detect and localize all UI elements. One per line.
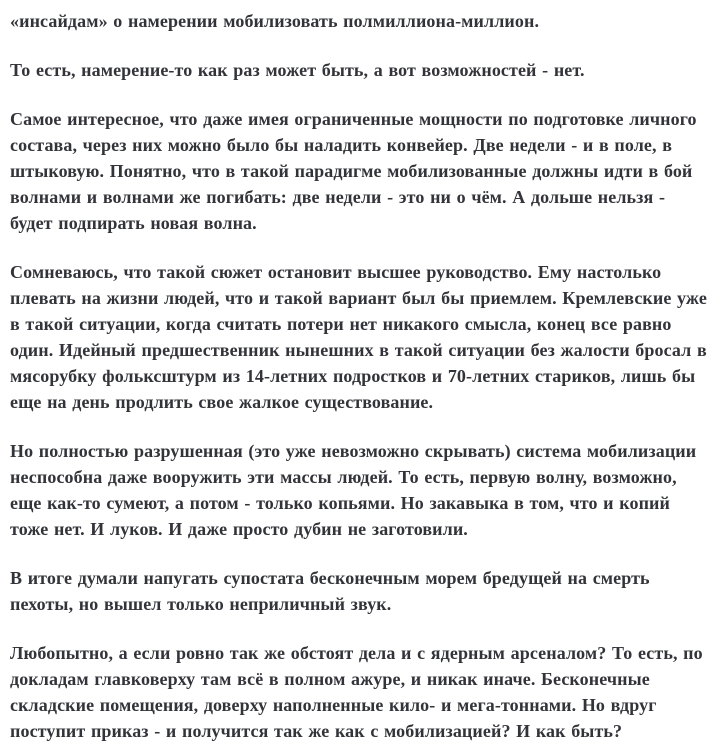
paragraph-3: Самое интересное, что даже имея ограниченные мощности по подготовке личного состава, через них можно было бы наладить конвейер. Две недели - и в поле, в штыковую. Понятно, что в такой парадигме мобилизованные должны идти в бой волнами и волнами же погибать: две недели - это ни о чём. А дольше нельзя - будет подпирать новая волна. — [10, 109, 697, 233]
paragraph-2: То есть, намерение-то как раз может быть, а вот возможностей - нет. — [10, 60, 585, 80]
paragraph-6: В итоге думали напугать супостата бесконечным морем бредущей на смерть пехоты, но вышел только неприличный звук. — [10, 568, 650, 614]
paragraph-5: Но полностью разрушенная (это уже невозможно скрывать) система мобилизации неспособна даже вооружить эти массы людей. То есть, первую волну, возможно, еще как-то сумеют, а потом - только копьями. Но закавыка в том, что и копий тоже нет. И луков. И даже просто дубин не заготовили. — [10, 441, 697, 539]
paragraph-4: Сомневаюсь, что такой сюжет остановит высшее руководство. Ему настолько плевать на жизни людей, что и такой вариант был бы приемлем. Кремлевские уже в такой ситуации, когда считать потери нет никакого смысла, конец все равно один. Идейный предшественник нынешних в такой ситуации без жалости бросал в мясорубку фольксштурм из 14-летних подростков и 70-летних стариков, лишь бы еще на день продлить свое жалкое существование. — [10, 262, 707, 412]
paragraph-1: «инсайдам» о намерении мобилизовать полмиллиона-миллион. — [10, 11, 540, 31]
paragraph-7: Любопытно, а если ровно так же обстоят дела и с ядерным арсеналом? То есть, по докладам главковерху там всё в полном ажуре, и никак иначе. Бесконечные складские помещения, доверху наполненные кило- и мега-тоннами. Но вдруг поступит приказ - и получится так же как с мобилизацией? И как быть? — [10, 643, 703, 741]
